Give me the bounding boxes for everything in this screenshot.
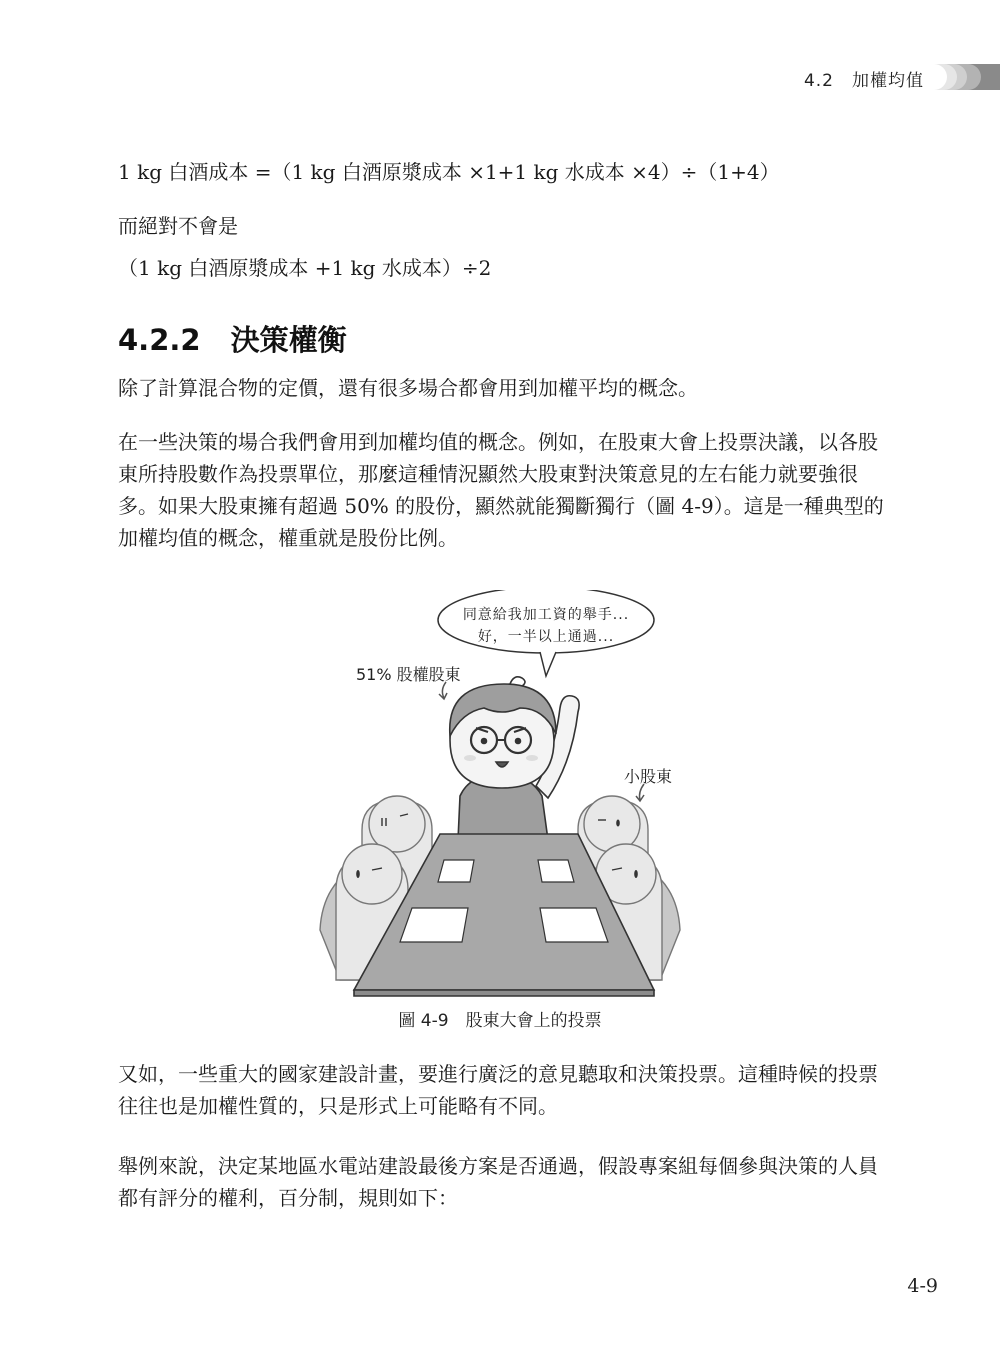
paragraph-shareholder-vote: 在一些決策的場合我們會用到加權均值的概念。例如，在股東大會上投票決議，以各股東所持股數作為投票單位，那麼這種情況顯然大股東對決策意見的左右能力就要強很多。如果大股東擁有超過 50% 的股份，顯然就能獨斷獨行（圖 4-9）。這是一種典型的加權均值的概念，權重就是股份比例。 (118, 430, 884, 550)
figure-shareholder-meeting (300, 590, 700, 1000)
header-section-title: 4.2 加權均值 (803, 71, 924, 91)
formula-connector-text: 而絕對不會是 (118, 214, 238, 238)
speech-bubble-text (442, 604, 650, 648)
figure-caption: 圖 4-9 股東大會上的投票 (398, 1011, 602, 1031)
paragraph-national-projects: 又如，一些重大的國家建設計畫，要進行廣泛的意見聽取和決策投票。這種時候的投票往往也是加權性質的，只是形式上可能略有不同。 (118, 1062, 878, 1118)
major-shareholder-character (450, 677, 579, 840)
paragraph-intro: 除了計算混合物的定價，還有很多場合都會用到加權平均的概念。 (118, 376, 698, 400)
section-number: 4.2.2 (118, 323, 201, 357)
paragraph-hydropower-example: 舉例來說，決定某地區水電站建設最後方案是否通過，假設專案組每個參與決策的人員都有評分的權利，百分制，規則如下： (118, 1154, 878, 1210)
page-number: 4-9 (907, 1275, 938, 1297)
formula-wrong-cost: （1 kg 白酒原漿成本 +1 kg 水成本）÷2 (118, 256, 492, 280)
speech-line-1: 同意給我加工資的舉手... (462, 607, 630, 623)
label-major-shareholder: 51% 股權股東 (356, 665, 461, 684)
speech-line-2: 好，一半以上通過... (477, 629, 615, 645)
section-title: 決策權衡 (230, 323, 347, 357)
header-tab-decoration (930, 64, 1000, 90)
label-minor-shareholders: 小股東 (624, 767, 673, 786)
running-header (0, 64, 1000, 92)
section-heading (118, 318, 347, 359)
formula-weighted-cost: 1 kg 白酒成本 =（1 kg 白酒原漿成本 ×1+1 kg 水成本 ×4）÷（1+4） (118, 160, 780, 184)
